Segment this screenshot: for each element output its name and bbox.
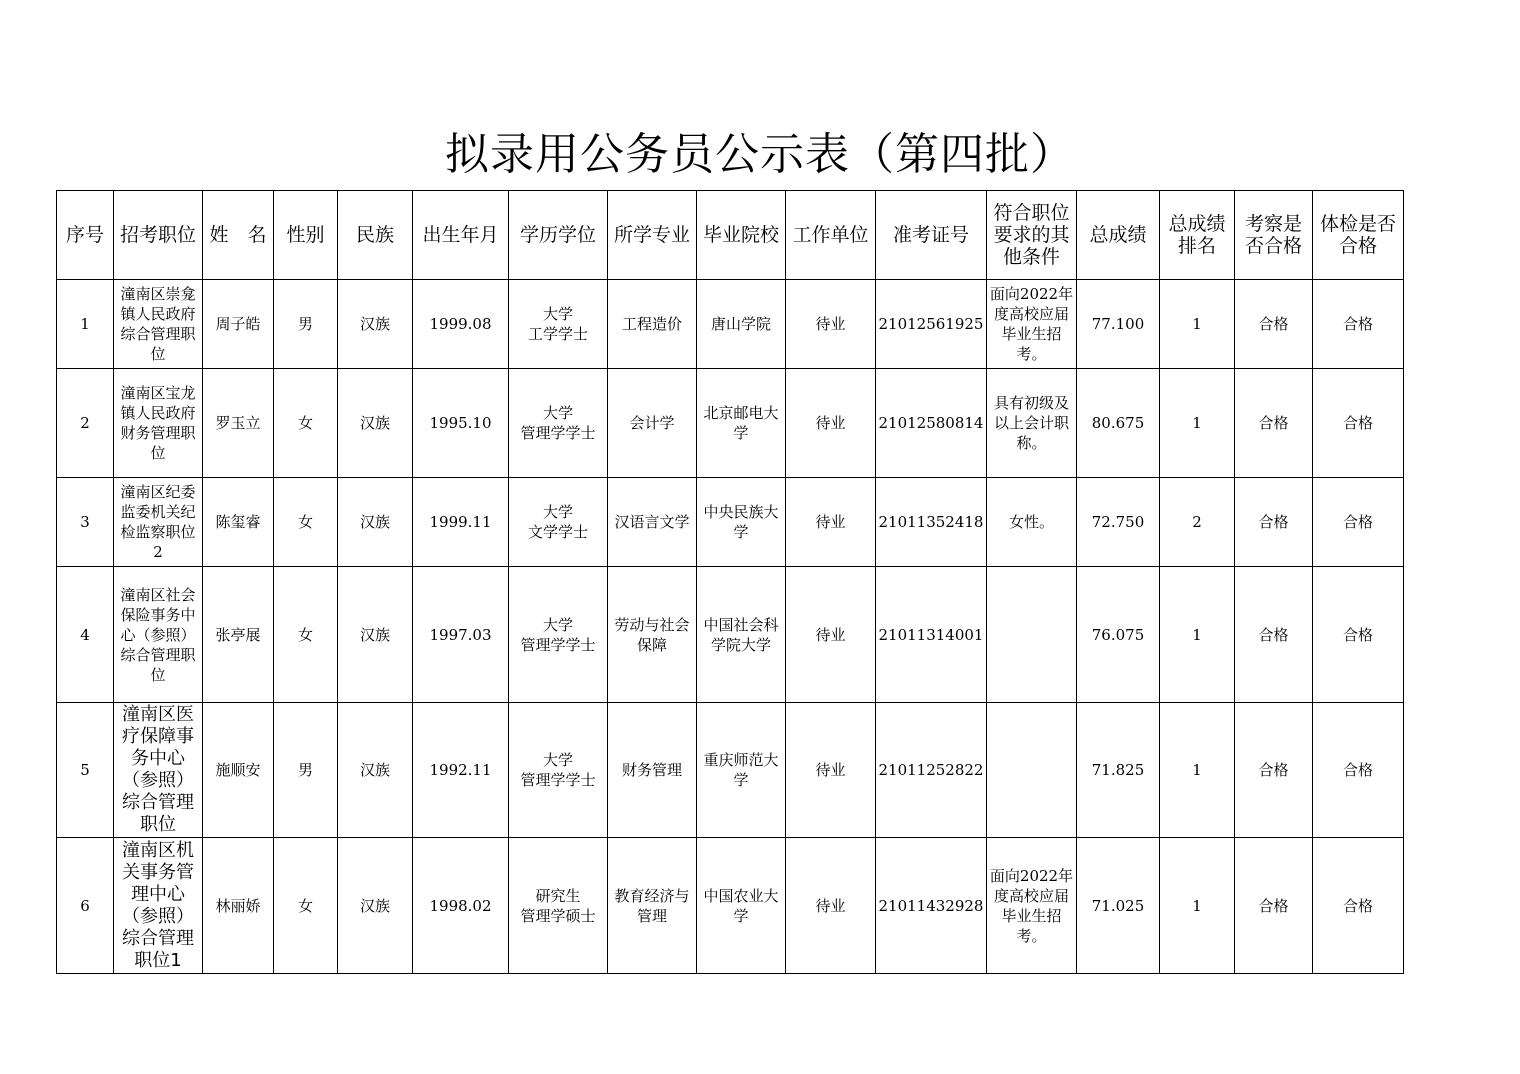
cell-score: 76.075 [1077, 567, 1160, 703]
cell-major: 财务管理 [608, 703, 697, 838]
cell-rank: 1 [1160, 703, 1235, 838]
cell-no: 1 [57, 280, 114, 369]
cell-degree: 大学 管理学学士 [509, 567, 608, 703]
col-header-score: 总成绩 [1077, 191, 1160, 280]
cell-name: 周子皓 [203, 280, 274, 369]
cell-no: 5 [57, 703, 114, 838]
cell-ethnicity: 汉族 [338, 838, 413, 974]
cell-conditions [987, 703, 1077, 838]
cell-name: 张亭展 [203, 567, 274, 703]
table-row [57, 369, 1404, 478]
cell-rank: 1 [1160, 567, 1235, 703]
cell-medical: 合格 [1313, 369, 1404, 478]
cell-position: 潼南区机关事务管理中心（参照）综合管理职位1 [114, 838, 203, 974]
cell-school: 北京邮电大学 [697, 369, 786, 478]
cell-inspection: 合格 [1235, 567, 1313, 703]
cell-exam-id: 21012561925 [876, 280, 987, 369]
cell-name: 林丽娇 [203, 838, 274, 974]
cell-gender: 男 [274, 280, 338, 369]
cell-ethnicity: 汉族 [338, 280, 413, 369]
cell-name: 施顺安 [203, 703, 274, 838]
header-row [57, 191, 1404, 280]
col-header-inspection: 考察是 否合格 [1235, 191, 1313, 280]
table-row [57, 703, 1404, 838]
cell-score: 77.100 [1077, 280, 1160, 369]
cell-rank: 1 [1160, 369, 1235, 478]
cell-gender: 女 [274, 369, 338, 478]
cell-school: 唐山学院 [697, 280, 786, 369]
cell-score: 72.750 [1077, 478, 1160, 567]
col-header-employer: 工作单位 [786, 191, 876, 280]
cell-birth: 1999.11 [413, 478, 509, 567]
cell-major: 教育经济与管理 [608, 838, 697, 974]
cell-conditions: 具有初级及以上会计职称。 [987, 369, 1077, 478]
cell-major: 劳动与社会保障 [608, 567, 697, 703]
cell-position: 潼南区社会保险事务中心（参照）综合管理职位 [114, 567, 203, 703]
col-header-rank: 总成绩 排名 [1160, 191, 1235, 280]
cell-birth: 1997.03 [413, 567, 509, 703]
col-header-ethnicity: 民族 [338, 191, 413, 280]
cell-degree: 大学 文学学士 [509, 478, 608, 567]
cell-name: 陈玺睿 [203, 478, 274, 567]
col-header-no: 序号 [57, 191, 114, 280]
candidate-table [56, 190, 1404, 974]
cell-school: 重庆师范大学 [697, 703, 786, 838]
cell-no: 2 [57, 369, 114, 478]
cell-conditions [987, 567, 1077, 703]
cell-name: 罗玉立 [203, 369, 274, 478]
cell-medical: 合格 [1313, 703, 1404, 838]
cell-major: 汉语言文学 [608, 478, 697, 567]
col-header-conditions: 符合职位 要求的其 他条件 [987, 191, 1077, 280]
cell-medical: 合格 [1313, 478, 1404, 567]
cell-inspection: 合格 [1235, 703, 1313, 838]
cell-ethnicity: 汉族 [338, 703, 413, 838]
table-row [57, 478, 1404, 567]
cell-ethnicity: 汉族 [338, 369, 413, 478]
cell-school: 中国社会科学院大学 [697, 567, 786, 703]
cell-degree: 大学 管理学学士 [509, 369, 608, 478]
col-header-gender: 性别 [274, 191, 338, 280]
cell-employer: 待业 [786, 838, 876, 974]
cell-exam-id: 21011432928 [876, 838, 987, 974]
cell-medical: 合格 [1313, 280, 1404, 369]
cell-rank: 2 [1160, 478, 1235, 567]
cell-degree: 研究生 管理学硕士 [509, 838, 608, 974]
col-header-exam-id: 准考证号 [876, 191, 987, 280]
table-row [57, 280, 1404, 369]
cell-school: 中国农业大学 [697, 838, 786, 974]
col-header-name: 姓 名 [203, 191, 274, 280]
cell-birth: 1999.08 [413, 280, 509, 369]
cell-conditions: 面向2022年度高校应届毕业生招考。 [987, 838, 1077, 974]
cell-conditions: 女性。 [987, 478, 1077, 567]
cell-birth: 1998.02 [413, 838, 509, 974]
page-title: 拟录用公务员公示表（第四批） [445, 129, 1075, 180]
cell-exam-id: 21011314001 [876, 567, 987, 703]
cell-ethnicity: 汉族 [338, 567, 413, 703]
cell-no: 3 [57, 478, 114, 567]
cell-exam-id: 21012580814 [876, 369, 987, 478]
cell-degree: 大学 管理学学士 [509, 703, 608, 838]
col-header-major: 所学专业 [608, 191, 697, 280]
cell-position: 潼南区纪委监委机关纪检监察职位2 [114, 478, 203, 567]
cell-major: 会计学 [608, 369, 697, 478]
cell-score: 71.025 [1077, 838, 1160, 974]
cell-score: 80.675 [1077, 369, 1160, 478]
cell-inspection: 合格 [1235, 280, 1313, 369]
cell-birth: 1995.10 [413, 369, 509, 478]
cell-medical: 合格 [1313, 567, 1404, 703]
cell-no: 4 [57, 567, 114, 703]
table-row [57, 838, 1404, 974]
col-header-medical: 体检是否 合格 [1313, 191, 1404, 280]
cell-conditions: 面向2022年度高校应届毕业生招考。 [987, 280, 1077, 369]
cell-position: 潼南区宝龙镇人民政府财务管理职位 [114, 369, 203, 478]
cell-medical: 合格 [1313, 838, 1404, 974]
col-header-school: 毕业院校 [697, 191, 786, 280]
cell-employer: 待业 [786, 703, 876, 838]
cell-employer: 待业 [786, 280, 876, 369]
cell-ethnicity: 汉族 [338, 478, 413, 567]
cell-school: 中央民族大学 [697, 478, 786, 567]
cell-gender: 女 [274, 478, 338, 567]
cell-inspection: 合格 [1235, 478, 1313, 567]
cell-exam-id: 21011352418 [876, 478, 987, 567]
cell-no: 6 [57, 838, 114, 974]
cell-employer: 待业 [786, 478, 876, 567]
cell-rank: 1 [1160, 838, 1235, 974]
cell-position: 潼南区医疗保障事务中心（参照）综合管理职位 [114, 703, 203, 838]
cell-degree: 大学 工学学士 [509, 280, 608, 369]
cell-major: 工程造价 [608, 280, 697, 369]
col-header-position: 招考职位 [114, 191, 203, 280]
cell-score: 71.825 [1077, 703, 1160, 838]
cell-birth: 1992.11 [413, 703, 509, 838]
cell-gender: 女 [274, 838, 338, 974]
cell-employer: 待业 [786, 369, 876, 478]
cell-employer: 待业 [786, 567, 876, 703]
col-header-birth: 出生年月 [413, 191, 509, 280]
cell-exam-id: 21011252822 [876, 703, 987, 838]
cell-gender: 男 [274, 703, 338, 838]
cell-position: 潼南区崇龛镇人民政府综合管理职位 [114, 280, 203, 369]
cell-gender: 女 [274, 567, 338, 703]
cell-inspection: 合格 [1235, 369, 1313, 478]
cell-rank: 1 [1160, 280, 1235, 369]
table-row [57, 567, 1404, 703]
cell-inspection: 合格 [1235, 838, 1313, 974]
col-header-degree: 学历学位 [509, 191, 608, 280]
